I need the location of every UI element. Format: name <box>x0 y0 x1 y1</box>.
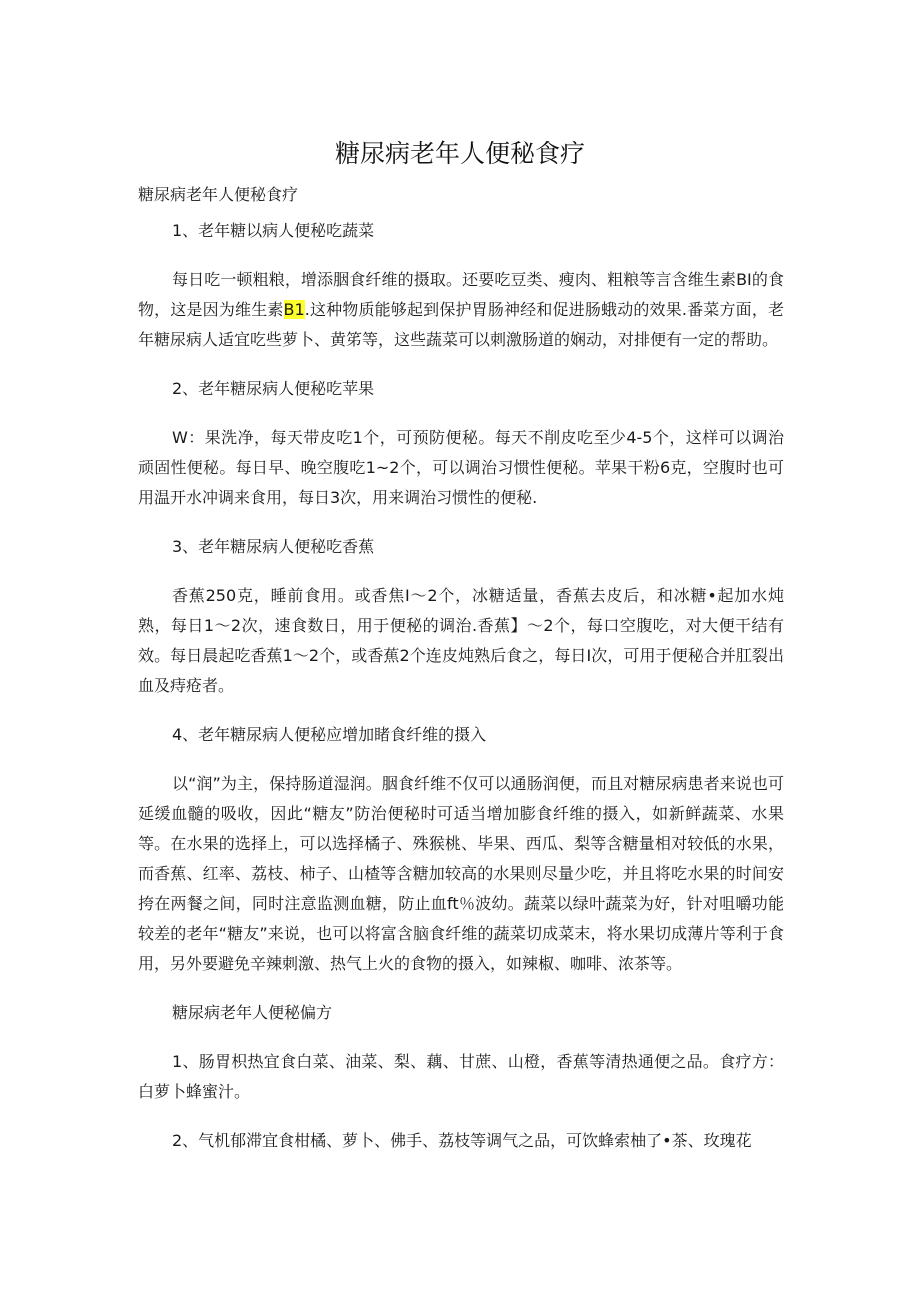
section-heading-5: 糖尿病老年人便秘偏方 <box>172 1003 333 1022</box>
remedy-item-2: 2、气机郁滞宜食柑橘、萝卜、佛手、荔枝等调气之品，可饮蜂索柚了•茶、玫瑰花 <box>172 1131 752 1150</box>
document-title: 糖尿病老年人便秘食疗 <box>334 139 585 168</box>
section-heading-4: 4、老年糖尿病人便秘应增加睹食纤维的摄入 <box>172 725 487 744</box>
section-heading-3: 3、老年糖尿病人便秘吃香蕉 <box>172 537 375 556</box>
paragraph-text: 每日吃一顿粗粮，增添胭食纤维的摄取。还要吃豆类、瘦肉、粗粮等言含维生素BI的食物，这是因为维生素 <box>138 270 784 319</box>
section-paragraph-3: 香蕉250克，睡前食用。或香焦I〜2个，冰糖适量，香蕉去皮后，和冰糖•起加水炖熟，每日1〜2次，速食数日，用于便秘的调治.香蕉】〜2个，每口空腹吃，对大便干结有效。每日晨起吃香蕉1〜2个，或香蕉2个连皮炖熟后食之，每日I次，可用于便秘合并肛裂出血及痔疮者。 <box>138 586 784 695</box>
document-body <box>138 216 784 1156</box>
document-subtitle: 糖尿病老年人便秘食疗 <box>138 185 299 204</box>
remedy-item-1: 1、肠胃枳热宜食白菜、油菜、梨、藕、甘蔗、山橙，香蕉等清热通便之品。食疗方：白萝卜蜂蜜汁。 <box>138 1052 784 1101</box>
section-paragraph-2: W：果洗净，每天带皮吃1个，可预防便秘。每天不削皮吃至少4-5个，这样可以调治顽固性便秘。每日早、晚空腹吃1~2个，可以调治习惯性便秘。苹果干粉6克，空腹时也可用温开水冲调来食用，每日3次，用来调治习惯性的便秘. <box>138 428 784 507</box>
paragraph-text: .这种物质能够起到保护胃肠神经和促进肠蛾动的效果.番菜方面，老年糖尿病人适宜吃些萝卜、黄笫等，这些蔬菜可以刺激肠道的娴动，对排便有一定的帮助。 <box>138 300 784 349</box>
section-heading-2: 2、老年糖尿病人便秘吃苹果 <box>172 379 375 398</box>
highlighted-text: B1 <box>283 300 305 319</box>
section-heading-1: 1、老年糖以病人便秘吃蔬菜 <box>172 221 375 240</box>
section-paragraph-1 <box>138 265 784 355</box>
section-paragraph-4: 以“润”为主，保持肠道湿润。胭食纤维不仅可以通肠润便，而且对糖尿病患者来说也可延缓血髓的吸收，因此“糖友”防治便秘时可适当增加膨食纤维的摄入，如新鲜蔬菜、水果等。在水果的选择上，可以选择橘子、殊猴桃、毕果、西瓜、梨等含糖量相对较低的水果，而香蕉、红率、荔枝、柿子、山楂等含糖加较高的水果则尽量少吃，并且将吃水果的时间安挎在两餐之间，同时注意监测血糖，防止血ft％波幼。蔬菜以绿叶蔬菜为好，针对咀嚼功能较差的老年“糖友”来说，也可以将富含脑食纤维的蔬菜切成菜末，将水果切成薄片等利于食用，另外要避免辛辣刺激、热气上火的食物的摄入，如辣椒、咖啡、浓茶等。 <box>138 774 784 973</box>
